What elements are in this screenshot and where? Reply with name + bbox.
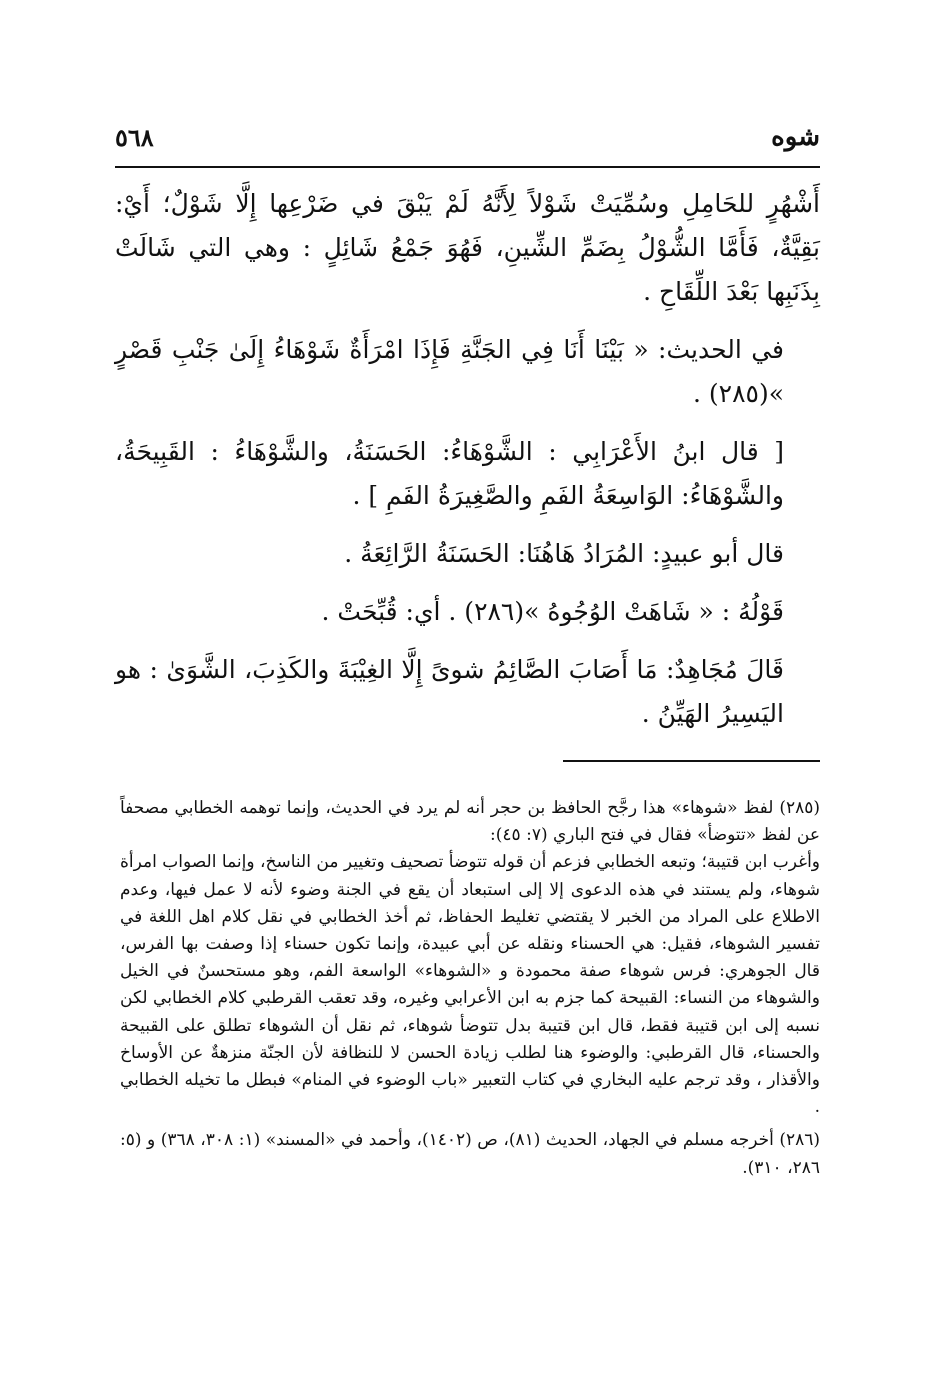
footnote-285-intro: (٢٨٥) لفظ «شوهاء» هذا رجَّح الحافظ بن حجر أنه لم يرد في الحديث، وإنما توهمه الخطابي مصحفاً عن لفظ «تتوضأ» فقال في فتح الباري (٧: ٤٥):: [120, 798, 820, 846]
main-text: [115, 182, 820, 750]
paragraph-mujahid: قَالَ مُجَاهِدٌ: مَا أَصَابَ الصَّائِمُ شوىً إِلَّا الغِيْبَةَ والكَذِبَ، الشَّوَىٰ : هو اليَسِيرُ الهَيِّنُ .: [115, 655, 784, 728]
footnote-286-body: (٢٨٦) أخرجه مسلم في الجهاد، الحديث (٨١)، ص (١٤٠٢)، وأحمد في «المسند» (١: ٣٠٨، ٣٦٨) و (٥: ٢٨٦، ٣١٠).: [120, 1130, 821, 1178]
page-header: [115, 112, 820, 162]
footnote-285: [120, 795, 820, 1121]
page-number: ٥٦٨: [115, 122, 154, 152]
paragraph-abu-ubaid: قال أبو عبيدٍ: المُرَادُ هَاهُنَا: الحَسَنَةُ الرَّائِعَةُ .: [344, 539, 784, 568]
paragraph-shahat-alwujuh: قَوْلُهُ : « شَاهَتْ الوُجُوهُ »(٢٨٦) . أي: قُبِّحَتْ .: [321, 597, 784, 626]
running-title: شوه: [771, 122, 820, 152]
paragraph-shawl: أَشْهُرٍ للحَامِلِ وسُمِّيَتْ شَوْلاً لِأَنَّهُ لَمْ يَبْقَ في ضَرْعِها إِلَّا شَوْلٌ؛ أَيْ: بَقِيَّةٌ، فَأَمَّا الشُّوْلُ بِضَمِّ الشِّينِ، فَهُوَ جَمْعُ شَائِلٍ : وهي التي شَالَتْ بِذَنَبِها بَعْدَ اللِّقَاحِ .: [115, 189, 820, 306]
footnote-286: [120, 1127, 820, 1181]
footnote-285-body: وأغرب ابن قتيبة؛ وتبعه الخطابي فزعم أن قوله تتوضأ تصحيف وتغيير من الناسخ، وإنما الصواب امرأة شوهاء، ولم يستند في هذه الدعوى إلا إلى استبعاد أن يقع في الجنة وضوء لأنه لا عمل فيها، وعدم الاطلاع على المراد من الخبر لا يقتضي تغليط الحفاظ، ثم أخذ الخطابي في نقل كلام اهل اللغة في تفسير الشوهاء، فقيل: هي الحسناء ونقله عن أبي عبيدة، وإنما تكون حسناء إذا وصفت بها الفرس، قال الجوهري: فرس شوهاء صفة محمودة و «الشوهاء» الواسعة الفم، وهو مستحسنٌ في الخيل والشوهاء من النساء: القبيحة كما جزم به ابن الأعرابي وغيره، وقد تعقب القرطبي كلام الخطابي لكن نسبه إلى ابن قتيبة فقط، قال ابن قتيبة بدل تتوضأ شوهاء، ثم نقل أن الشوهاء تطلق على القبيحة والحسناء، قال القرطبي: والوضوء هنا لطلب زيادة الحسن لا للنظافة لأن الجنّة منزهةٌ عن الأوساخ والأقذار ، وقد ترجم عليه البخاري في كتاب التعبير «باب الوضوء في المنام» فبطل ما تخيله الخطابي .: [120, 852, 820, 1118]
paragraph-ibn-alarabi: [ قال ابنُ الأَعْرَابِي : الشَّوْهَاءُ: الحَسَنَةُ، والشَّوْهَاءُ : القَبِيحَةُ، والشَّوْهَاءُ: الوَاسِعَةُ الفَمِ والصَّغِيرَةُ الفَمِ ] .: [115, 437, 784, 510]
footnote-divider: [563, 760, 820, 762]
header-divider: [115, 166, 820, 168]
paragraph-hadith-shawha: في الحديث: « بَيْنَا أَنَا فِي الجَنَّةِ فَإِذَا امْرَأَةٌ شَوْهَاءُ إِلَىٰ جَنْبِ قَصْرٍ »(٢٨٥) .: [115, 335, 784, 408]
footnotes: [120, 795, 820, 1182]
